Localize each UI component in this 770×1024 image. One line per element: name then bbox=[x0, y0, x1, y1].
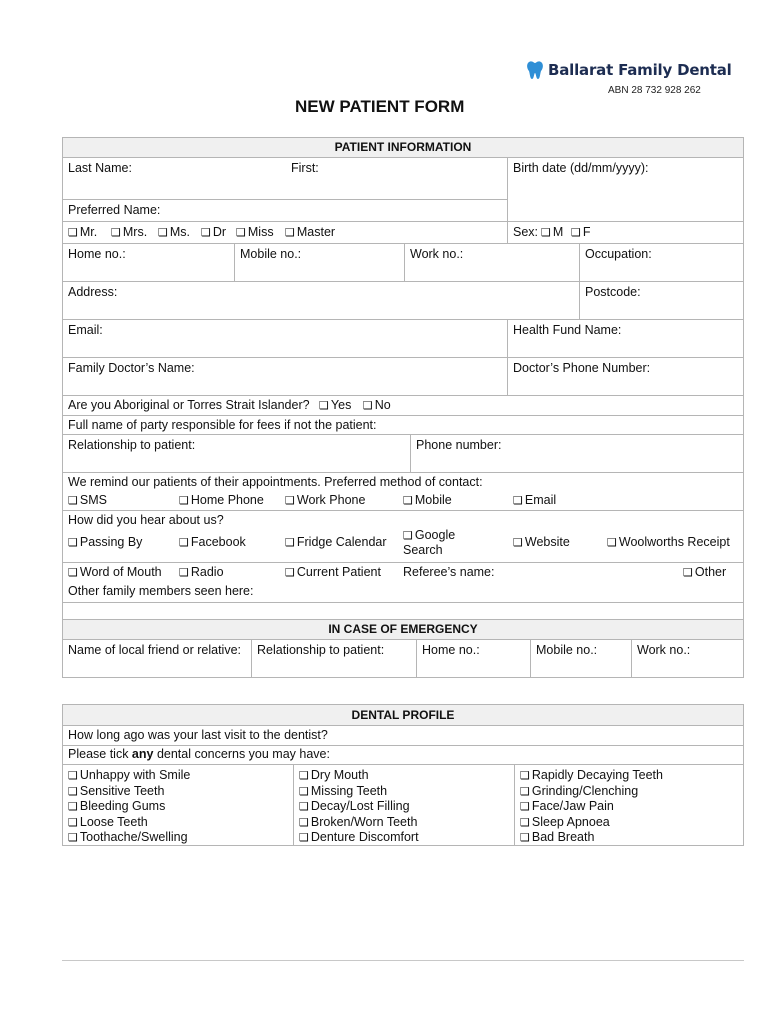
brand-name: Ballarat Family Dental bbox=[548, 61, 732, 79]
responsible-party-row bbox=[63, 415, 743, 434]
responsible-party-field[interactable] bbox=[63, 416, 743, 434]
preferred-name-label: Preferred Name: bbox=[68, 203, 161, 217]
family-members-label: Other family members seen here: bbox=[68, 584, 254, 598]
radio-label: Radio bbox=[190, 565, 224, 579]
concern-label: Loose Teeth bbox=[79, 814, 148, 829]
doctor-phone-field[interactable] bbox=[507, 358, 743, 395]
title-master-label: Master bbox=[296, 225, 336, 239]
checkbox-icon: ❑ bbox=[158, 226, 168, 239]
contact-sms-label: SMS bbox=[79, 493, 107, 507]
current-patient-label: Current Patient bbox=[296, 565, 381, 579]
emergency-section bbox=[62, 619, 744, 678]
hear-website-option[interactable] bbox=[513, 535, 570, 549]
other-label: Other bbox=[694, 565, 727, 579]
emergency-relationship-label: Relationship to patient: bbox=[257, 643, 385, 657]
home-no-field[interactable] bbox=[63, 244, 234, 281]
emergency-row bbox=[63, 639, 743, 677]
concern-label: Grinding/Clenching bbox=[531, 783, 639, 798]
concern-label: Face/Jaw Pain bbox=[531, 799, 614, 813]
postcode-label: Postcode: bbox=[585, 285, 641, 299]
concern-option[interactable] bbox=[68, 830, 190, 846]
emergency-home-no-field[interactable] bbox=[416, 640, 530, 677]
hear-question-label: How did you hear about us? bbox=[68, 513, 224, 527]
passing-by-label: Passing By bbox=[79, 535, 143, 549]
checkbox-icon: ❑ bbox=[179, 566, 189, 579]
family-doctor-field[interactable] bbox=[63, 358, 507, 395]
dental-profile-heading: DENTAL PROFILE bbox=[63, 705, 743, 725]
checkbox-icon: ❑ bbox=[513, 494, 523, 507]
checkbox-icon: ❑ bbox=[179, 494, 189, 507]
title-ms-label: Ms. bbox=[169, 225, 191, 239]
doctor-row bbox=[63, 357, 743, 395]
checkbox-icon: ❑ bbox=[201, 226, 211, 239]
hear-other-option[interactable] bbox=[683, 565, 726, 579]
title-mr-label: Mr. bbox=[79, 225, 98, 239]
emergency-heading: IN CASE OF EMERGENCY bbox=[63, 620, 743, 639]
title-mrs-label: Mrs. bbox=[122, 225, 148, 239]
concern-label: Unhappy with Smile bbox=[79, 768, 191, 782]
hear-google-search-option[interactable] bbox=[403, 528, 455, 558]
concern-option[interactable] bbox=[520, 784, 663, 800]
checkbox-icon: ❑ bbox=[299, 769, 309, 782]
aboriginal-yes-option[interactable] bbox=[319, 398, 351, 412]
fridge-calendar-label: Fridge Calendar bbox=[296, 535, 387, 549]
concern-option[interactable] bbox=[520, 830, 663, 846]
sex-m-label: M bbox=[552, 225, 564, 239]
tick-text-bold: any bbox=[131, 747, 154, 761]
checkbox-icon: ❑ bbox=[68, 226, 78, 239]
emergency-work-no-label: Work no.: bbox=[637, 643, 691, 657]
sex-m-option[interactable] bbox=[541, 225, 563, 239]
mobile-no-label: Mobile no.: bbox=[240, 247, 302, 261]
search-label: Search bbox=[403, 543, 443, 557]
aboriginal-row bbox=[63, 395, 743, 415]
checkbox-icon: ❑ bbox=[68, 536, 78, 549]
title-miss-option[interactable] bbox=[236, 225, 274, 239]
phone-row bbox=[63, 243, 743, 281]
checkbox-icon: ❑ bbox=[520, 800, 530, 813]
last-visit-row[interactable] bbox=[63, 725, 743, 745]
title-mr-option[interactable] bbox=[68, 225, 97, 239]
checkbox-icon: ❑ bbox=[319, 399, 329, 412]
contact-mobile-label: Mobile bbox=[414, 493, 452, 507]
last-visit-label: How long ago was your last visit to the dentist? bbox=[68, 728, 328, 742]
concern-label: Decay/Lost Filling bbox=[310, 799, 410, 813]
contact-home-phone-label: Home Phone bbox=[190, 493, 264, 507]
dental-profile-section bbox=[62, 704, 744, 846]
health-fund-label: Health Fund Name: bbox=[513, 323, 622, 337]
birth-date-label: Birth date (dd/mm/yyyy): bbox=[513, 161, 649, 175]
postcode-field[interactable] bbox=[579, 282, 743, 319]
checkbox-icon: ❑ bbox=[68, 566, 78, 579]
concern-label: Sensitive Teeth bbox=[79, 783, 165, 798]
concern-option[interactable] bbox=[299, 768, 419, 784]
concern-option[interactable] bbox=[68, 799, 190, 815]
emergency-mobile-no-field[interactable] bbox=[530, 640, 631, 677]
checkbox-icon: ❑ bbox=[362, 399, 373, 412]
emergency-home-no-label: Home no.: bbox=[422, 643, 480, 657]
relationship-label: Relationship to patient: bbox=[68, 438, 196, 452]
checkbox-icon: ❑ bbox=[68, 815, 78, 829]
mobile-no-field[interactable] bbox=[234, 244, 404, 281]
checkbox-icon: ❑ bbox=[285, 536, 295, 549]
contact-sms-option[interactable] bbox=[68, 493, 107, 507]
contact-mobile-option[interactable] bbox=[403, 493, 452, 507]
hear-passing-by-option[interactable] bbox=[68, 535, 142, 549]
occupation-label: Occupation: bbox=[585, 247, 652, 261]
occupation-field[interactable] bbox=[579, 244, 743, 281]
patient-information-heading: PATIENT INFORMATION bbox=[63, 138, 743, 157]
checkbox-icon: ❑ bbox=[68, 769, 78, 782]
hear-fridge-calendar-option[interactable] bbox=[285, 535, 387, 549]
friend-name-field[interactable] bbox=[63, 640, 251, 677]
concern-option[interactable] bbox=[299, 815, 419, 831]
concern-option[interactable] bbox=[299, 784, 419, 800]
column-divider bbox=[514, 765, 515, 845]
address-field[interactable] bbox=[63, 282, 579, 319]
responsible-party-label: Full name of party responsible for fees if not the patient: bbox=[68, 418, 377, 432]
friend-name-label: Name of local friend or relative: bbox=[68, 643, 241, 657]
title-mrs-option[interactable] bbox=[111, 225, 147, 239]
home-no-label: Home no.: bbox=[68, 247, 126, 261]
concern-label: Missing Teeth bbox=[310, 783, 388, 798]
referee-name-label: Referee’s name: bbox=[403, 565, 495, 579]
no-label: No bbox=[374, 398, 391, 412]
column-divider bbox=[293, 765, 294, 845]
checkbox-icon: ❑ bbox=[607, 536, 617, 549]
checkbox-icon: ❑ bbox=[68, 784, 78, 798]
checkbox-icon: ❑ bbox=[111, 226, 121, 239]
title-ms-option[interactable] bbox=[158, 225, 190, 239]
hear-options-row-2 bbox=[63, 562, 743, 582]
website-label: Website bbox=[524, 535, 570, 549]
concern-label: Denture Discomfort bbox=[310, 830, 419, 844]
tooth-icon bbox=[526, 60, 544, 80]
concern-label: Bad Breath bbox=[531, 830, 595, 844]
hear-question-row bbox=[63, 510, 743, 530]
concerns-column-3 bbox=[520, 768, 663, 846]
checkbox-icon: ❑ bbox=[179, 536, 189, 549]
facebook-label: Facebook bbox=[190, 535, 246, 549]
patient-information-section bbox=[62, 137, 744, 623]
hear-woolworths-option[interactable] bbox=[607, 535, 730, 549]
contact-email-option[interactable] bbox=[513, 493, 556, 507]
word-of-mouth-label: Word of Mouth bbox=[79, 565, 162, 579]
title-dr-label: Dr bbox=[212, 225, 227, 239]
sex-options bbox=[507, 222, 743, 244]
checkbox-icon: ❑ bbox=[571, 226, 581, 239]
abn-number: ABN 28 732 928 262 bbox=[608, 85, 701, 96]
hear-options-row-1 bbox=[63, 530, 743, 562]
sex-f-option[interactable] bbox=[571, 225, 591, 239]
checkbox-icon: ❑ bbox=[68, 831, 78, 844]
emergency-work-no-field[interactable] bbox=[631, 640, 743, 677]
emergency-mobile-no-label: Mobile no.: bbox=[536, 643, 598, 657]
tick-text-post: dental concerns you may have: bbox=[153, 747, 330, 761]
concern-option[interactable] bbox=[299, 830, 419, 846]
work-no-field[interactable] bbox=[404, 244, 579, 281]
concern-option[interactable] bbox=[68, 815, 190, 831]
relationship-row bbox=[63, 434, 743, 472]
hear-radio-option[interactable] bbox=[179, 565, 224, 579]
phone-number-label: Phone number: bbox=[416, 438, 502, 452]
title-dr-option[interactable] bbox=[201, 225, 226, 239]
name-block bbox=[63, 157, 743, 243]
relationship-field[interactable] bbox=[63, 435, 410, 472]
aboriginal-label: Are you Aboriginal or Torres Strait Islander? bbox=[68, 398, 310, 412]
remind-text: We remind our patients of their appointments. Preferred method of contact: bbox=[68, 475, 483, 489]
concern-option[interactable] bbox=[68, 768, 190, 784]
sex-f-label: F bbox=[582, 225, 591, 239]
title-options bbox=[63, 222, 507, 244]
contact-work-phone-option[interactable] bbox=[285, 493, 365, 507]
checkbox-icon: ❑ bbox=[541, 226, 551, 239]
doctor-phone-label: Doctor’s Phone Number: bbox=[513, 361, 651, 375]
address-label: Address: bbox=[68, 285, 118, 299]
concerns-column-2 bbox=[299, 768, 419, 846]
emergency-relationship-field[interactable] bbox=[251, 640, 416, 677]
checkbox-icon: ❑ bbox=[285, 226, 295, 239]
email-label: Email: bbox=[68, 323, 103, 337]
hear-current-patient-option[interactable] bbox=[285, 565, 381, 579]
family-doctor-label: Family Doctor’s Name: bbox=[68, 361, 195, 375]
preferred-name-field[interactable] bbox=[63, 200, 507, 222]
first-name-label: First: bbox=[291, 161, 319, 175]
email-field[interactable] bbox=[63, 320, 507, 357]
tick-instruction-row bbox=[63, 745, 743, 764]
checkbox-icon: ❑ bbox=[403, 494, 413, 507]
aboriginal-question bbox=[63, 396, 743, 415]
woolworths-label: Woolworths Receipt bbox=[618, 535, 730, 549]
concern-option[interactable] bbox=[68, 784, 190, 800]
last-name-field[interactable] bbox=[63, 158, 507, 200]
tick-text-pre: Please tick bbox=[68, 747, 132, 761]
concern-option[interactable] bbox=[520, 768, 663, 784]
birth-date-field[interactable] bbox=[507, 158, 743, 222]
checkbox-icon: ❑ bbox=[299, 831, 309, 844]
phone-number-field[interactable] bbox=[410, 435, 743, 472]
concern-option[interactable] bbox=[299, 799, 419, 815]
checkbox-icon: ❑ bbox=[68, 494, 78, 507]
form-title: NEW PATIENT FORM bbox=[295, 97, 465, 116]
checkbox-icon: ❑ bbox=[683, 566, 693, 579]
checkbox-icon: ❑ bbox=[299, 815, 309, 829]
concern-label: Dry Mouth bbox=[310, 768, 369, 782]
checkbox-icon: ❑ bbox=[520, 784, 530, 798]
hear-word-of-mouth-option[interactable] bbox=[68, 565, 162, 579]
google-label: Google bbox=[414, 528, 456, 542]
yes-label: Yes bbox=[330, 398, 352, 412]
contact-work-phone-label: Work Phone bbox=[296, 493, 366, 507]
family-members-row bbox=[63, 582, 743, 602]
checkbox-icon: ❑ bbox=[285, 494, 295, 507]
health-fund-field[interactable] bbox=[507, 320, 743, 357]
checkbox-icon: ❑ bbox=[285, 566, 295, 579]
checkbox-icon: ❑ bbox=[403, 529, 413, 542]
checkbox-icon: ❑ bbox=[520, 815, 530, 829]
concern-option[interactable] bbox=[520, 815, 663, 831]
concern-label: Bleeding Gums bbox=[79, 799, 166, 813]
title-master-option[interactable] bbox=[285, 225, 335, 239]
checkbox-icon: ❑ bbox=[520, 831, 530, 844]
brand-logo bbox=[526, 60, 732, 80]
contact-home-phone-option[interactable] bbox=[179, 493, 264, 507]
concern-label: Sleep Apnoea bbox=[531, 814, 610, 829]
concern-option[interactable] bbox=[520, 799, 663, 815]
sex-label: Sex: bbox=[513, 225, 539, 239]
contact-email-label: Email bbox=[524, 493, 557, 507]
title-miss-label: Miss bbox=[247, 225, 274, 239]
concerns-column-1 bbox=[68, 768, 190, 846]
checkbox-icon: ❑ bbox=[513, 536, 523, 549]
contact-method-row bbox=[63, 472, 743, 510]
checkbox-icon: ❑ bbox=[299, 784, 309, 798]
tick-instruction bbox=[68, 747, 330, 761]
last-name-label: Last Name: bbox=[68, 161, 132, 175]
work-no-label: Work no.: bbox=[410, 247, 464, 261]
checkbox-icon: ❑ bbox=[236, 226, 246, 239]
concerns-grid bbox=[63, 764, 743, 845]
address-row bbox=[63, 281, 743, 319]
concern-label: Rapidly Decaying Teeth bbox=[531, 768, 663, 782]
aboriginal-no-option[interactable] bbox=[363, 398, 391, 412]
email-row bbox=[63, 319, 743, 357]
footer-divider bbox=[62, 960, 744, 961]
checkbox-icon: ❑ bbox=[299, 800, 309, 813]
concern-label: Toothache/Swelling bbox=[79, 830, 188, 844]
hear-facebook-option[interactable] bbox=[179, 535, 246, 549]
checkbox-icon: ❑ bbox=[520, 769, 530, 782]
checkbox-icon: ❑ bbox=[68, 800, 78, 813]
concern-label: Broken/Worn Teeth bbox=[310, 814, 418, 829]
